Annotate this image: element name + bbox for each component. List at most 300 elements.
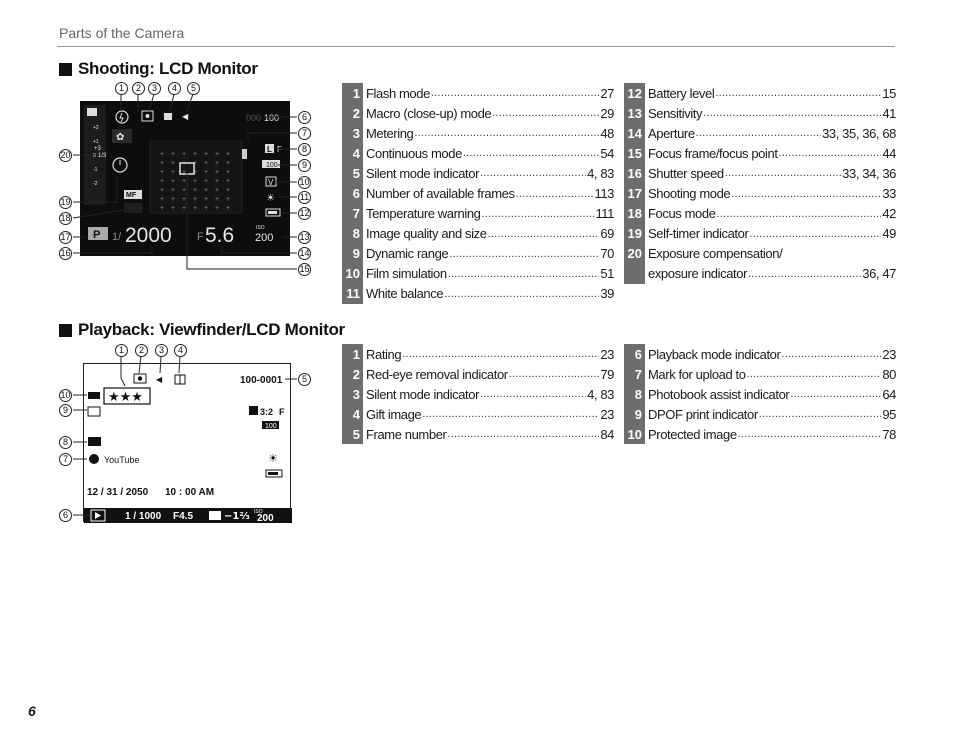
reference-row: [342, 183, 614, 203]
reference-label: Macro (close-up) mode: [366, 105, 492, 121]
reference-number: 2: [342, 364, 363, 384]
reference-description: [645, 224, 896, 244]
ev-scale-mark-1: +1: [93, 139, 99, 145]
reference-number: 5: [342, 163, 363, 183]
playback-callout-1: 1: [115, 344, 128, 357]
dot-leader: [717, 204, 882, 224]
playback-callout-4: 4: [174, 344, 187, 357]
reference-label: Silent mode indicator: [366, 165, 479, 181]
reference-label: Number of available frames: [366, 186, 515, 202]
reference-number: 12: [624, 83, 645, 103]
focus-point: +: [182, 196, 187, 203]
ev-icon: [209, 511, 221, 520]
reference-number: 5: [342, 424, 363, 444]
focus-point: +: [193, 187, 198, 194]
dot-leader: [492, 103, 599, 123]
dot-leader: [488, 224, 600, 244]
reference-row: [342, 204, 614, 224]
reference-description: [645, 244, 896, 264]
reference-label: Self-timer indicator: [648, 226, 749, 242]
dot-leader: [731, 183, 881, 203]
reference-page: 84: [600, 426, 614, 442]
shooting-callout-3: 3: [148, 82, 161, 95]
reference-description: [645, 264, 896, 284]
focus-point: +: [182, 187, 187, 194]
reference-description: [645, 183, 896, 203]
image-size-icon: [249, 406, 258, 415]
reference-row: [342, 123, 614, 143]
reference-page: 33, 35, 36, 68: [822, 125, 896, 141]
ev-scale-mark-3: -1: [93, 167, 98, 173]
reference-page: 95: [882, 406, 896, 422]
focus-point: +: [171, 169, 176, 176]
ev-top-value: +3: [94, 146, 101, 152]
reference-row: [342, 224, 614, 244]
shooting-callout-12: 12: [299, 208, 310, 218]
dot-leader: [749, 224, 881, 244]
focus-point: +: [160, 178, 165, 185]
focus-point: +: [193, 196, 198, 203]
reference-page: 51: [600, 266, 614, 282]
playback-callout-3: 3: [155, 344, 168, 357]
reference-label: Metering: [366, 125, 414, 141]
reference-label: Mark for upload to: [648, 366, 746, 382]
reference-row: [624, 83, 896, 103]
reference-row: [342, 143, 614, 163]
reference-description: [363, 183, 614, 203]
reference-number: 2: [342, 103, 363, 123]
shooting-callout-1: 1: [115, 82, 128, 95]
ev-scale-mark-4: -2: [93, 181, 98, 187]
reference-label: Continuous mode: [366, 145, 462, 161]
shooting-lcd-graphic: [80, 101, 290, 256]
reference-row: [342, 344, 614, 364]
reference-number: 13: [624, 103, 645, 123]
focus-point: +: [215, 196, 220, 203]
reference-page: 113: [594, 186, 614, 202]
reference-row: [342, 103, 614, 123]
page-number: 6: [28, 703, 36, 719]
header-divider: [57, 46, 895, 47]
reference-page: 49: [882, 226, 896, 242]
reference-label: Shutter speed: [648, 165, 724, 181]
reference-description: [363, 123, 614, 143]
frame-count: 100: [264, 113, 280, 123]
shutter-speed-value: 2000: [125, 224, 172, 247]
ev-scale-mark-0: +2: [93, 125, 99, 131]
dot-leader: [447, 424, 599, 444]
reference-label: exposure indicator: [648, 266, 748, 282]
reference-row: [624, 163, 896, 183]
dot-leader: [422, 404, 599, 424]
image-size-text: 3:2: [260, 407, 274, 417]
reference-number: 10: [624, 424, 645, 444]
reference-label: DPOF print indicator: [648, 406, 758, 422]
reference-page: 33: [882, 186, 896, 202]
focus-point: +: [193, 151, 198, 158]
focus-point: +: [193, 178, 198, 185]
shooting-section-title: [59, 59, 258, 79]
reference-number: 10: [342, 264, 363, 284]
reference-page: 27: [600, 85, 614, 101]
shooting-mode-text: P: [93, 229, 101, 241]
playback-iso-label: ISO: [254, 509, 263, 515]
frame-count-dim: 000: [246, 113, 262, 123]
reference-description: [645, 163, 896, 183]
playback-reference-left: [342, 344, 614, 444]
date-text: 12 / 31 / 2050: [87, 487, 149, 498]
shooting-title-text: Shooting: LCD Monitor: [78, 59, 258, 78]
reference-number: 1: [342, 83, 363, 103]
reference-page: 44: [882, 145, 896, 161]
reference-row: [624, 143, 896, 163]
reference-row: [342, 384, 614, 404]
reference-page: 48: [600, 125, 614, 141]
protected-image-icon: [88, 392, 100, 399]
reference-row: [624, 224, 896, 244]
reference-description: [363, 264, 614, 284]
focus-point: +: [215, 169, 220, 176]
image-size-text: L: [267, 145, 272, 154]
shooting-callout-8: 8: [298, 143, 311, 156]
reference-number: 6: [624, 344, 645, 364]
reference-number: [624, 264, 645, 284]
playback-callout-10: 10: [60, 390, 71, 400]
reference-number: 17: [624, 183, 645, 203]
focus-point: +: [204, 160, 209, 167]
reference-row: [342, 404, 614, 424]
playback-callout-8: 8: [59, 436, 72, 449]
section-bullet-icon: [59, 63, 72, 76]
reference-number: 7: [624, 364, 645, 384]
playback-title-text: Playback: Viewfinder/LCD Monitor: [78, 320, 345, 339]
focus-point: +: [171, 196, 176, 203]
reference-description: [363, 143, 614, 163]
upload-globe-icon: [89, 454, 99, 464]
focus-point: +: [226, 187, 231, 194]
shooting-callout-2: 2: [132, 82, 145, 95]
white-balance-icon: ☀: [268, 452, 278, 465]
reference-label: Temperature warning: [366, 206, 481, 222]
reference-description: [363, 204, 614, 224]
time-text: 10 : 00 AM: [165, 487, 215, 498]
reference-description: [645, 344, 896, 364]
playback-aperture: F4.5: [173, 511, 194, 522]
reference-description: [645, 123, 896, 143]
dot-leader: [759, 404, 882, 424]
focus-point: +: [226, 169, 231, 176]
reference-number: 16: [624, 163, 645, 183]
playback-reference-right: [624, 344, 896, 444]
temperature-warning-icon: [242, 149, 247, 159]
reference-description: [645, 103, 896, 123]
dot-leader: [747, 364, 882, 384]
aperture-prefix: F: [197, 231, 204, 243]
dot-leader: [748, 264, 861, 284]
focus-mode-text: MF: [126, 192, 137, 199]
reference-label: Film simulation: [366, 266, 447, 282]
reference-description: [363, 364, 614, 384]
section-bullet-icon: [59, 324, 72, 337]
shooting-callout-15: 15: [299, 264, 310, 274]
focus-point: +: [193, 160, 198, 167]
reference-number: 18: [624, 204, 645, 224]
dot-leader: [725, 163, 841, 183]
reference-row: [624, 364, 896, 384]
playback-section-title: [59, 320, 345, 340]
reference-description: [363, 163, 614, 183]
reference-number: 11: [342, 284, 363, 304]
dot-leader: [402, 344, 599, 364]
focus-point: +: [226, 160, 231, 167]
reference-description: [363, 384, 614, 404]
reference-number: 3: [342, 384, 363, 404]
reference-label: Exposure compensation/: [648, 246, 783, 262]
dynamic-range-text: 100: [266, 162, 278, 169]
dot-leader: [444, 284, 599, 304]
reference-page: 36, 47: [862, 266, 896, 282]
playback-callout-6: 6: [59, 509, 72, 522]
reference-page: 33, 34, 36: [842, 165, 896, 181]
focus-point: +: [160, 205, 165, 212]
reference-description: [645, 424, 896, 444]
focus-point: +: [160, 169, 165, 176]
dot-leader: [482, 204, 595, 224]
focus-point: +: [182, 160, 187, 167]
reference-description: [645, 404, 896, 424]
shooting-callout-11: 11: [299, 192, 310, 202]
reference-number: 7: [342, 204, 363, 224]
focus-point: +: [193, 205, 198, 212]
focus-point: +: [171, 160, 176, 167]
reference-number: 8: [624, 384, 645, 404]
reference-label: Frame number: [366, 426, 447, 442]
focus-point: +: [171, 151, 176, 158]
playback-shutter: 1 / 1000: [125, 511, 162, 522]
reference-label: Dynamic range: [366, 246, 449, 262]
focus-point: +: [160, 187, 165, 194]
reference-number: 15: [624, 143, 645, 163]
dot-leader: [516, 183, 594, 203]
shooting-lcd-display: [80, 101, 290, 256]
reference-description: [363, 244, 614, 264]
shooting-callout-16: 16: [60, 248, 71, 258]
dot-leader: [448, 264, 600, 284]
flash-bolt-icon: [120, 113, 123, 122]
reference-page: 4, 83: [587, 165, 614, 181]
dot-leader: [449, 244, 599, 264]
reference-description: [645, 384, 896, 404]
reference-row: [624, 244, 896, 264]
focus-point: +: [182, 169, 187, 176]
shooting-callout-4: 4: [168, 82, 181, 95]
reference-label: Image quality and size: [366, 226, 487, 242]
shooting-callout-7: 7: [298, 127, 311, 140]
reference-label: Battery level: [648, 85, 715, 101]
reference-description: [363, 284, 614, 304]
dynamic-range-text: 100: [265, 423, 277, 430]
reference-label: White balance: [366, 286, 444, 302]
rating-stars: ★★★: [108, 390, 143, 405]
shutter-prefix: 1/: [112, 231, 122, 243]
focus-point: +: [182, 178, 187, 185]
shooting-callout-19: 19: [60, 197, 71, 207]
reference-label: Photobook assist indicator: [648, 386, 790, 402]
focus-scale: [124, 203, 142, 213]
reference-page: 54: [600, 145, 614, 161]
focus-point: +: [226, 196, 231, 203]
dot-leader: [781, 344, 881, 364]
aperture-value: 5.6: [205, 224, 235, 247]
film-simulation-text: V: [268, 178, 274, 187]
playback-display: [83, 363, 291, 522]
playback-callout-2: 2: [135, 344, 148, 357]
image-icon: [87, 108, 97, 116]
shooting-callout-6: 6: [298, 111, 311, 124]
section-header-label: Parts of the Camera: [59, 25, 185, 41]
reference-page: 23: [600, 406, 614, 422]
reference-description: [645, 364, 896, 384]
dot-leader: [414, 123, 599, 143]
dot-leader: [431, 83, 599, 103]
reference-page: 78: [882, 426, 896, 442]
reference-page: 29: [600, 105, 614, 121]
reference-description: [645, 204, 896, 224]
dot-leader: [738, 424, 882, 444]
reference-row: [342, 284, 614, 304]
reference-row: [624, 183, 896, 203]
reference-number: 9: [624, 404, 645, 424]
focus-point: +: [204, 205, 209, 212]
focus-point: +: [171, 187, 176, 194]
focus-point: +: [215, 160, 220, 167]
reference-page: 42: [882, 206, 896, 222]
white-balance-icon: ☀: [266, 193, 275, 204]
dpof-print-icon: [88, 407, 100, 416]
ev-scale-mark-2: 0: [93, 153, 96, 159]
focus-point: +: [226, 151, 231, 158]
photobook-icon: [88, 437, 101, 446]
reference-page: 39: [600, 286, 614, 302]
reference-page: 23: [882, 346, 896, 362]
focus-point: +: [182, 151, 187, 158]
iso-value: 200: [255, 232, 274, 244]
focus-point: +: [171, 205, 176, 212]
reference-description: [363, 344, 614, 364]
reference-description: [645, 83, 896, 103]
reference-label: Shooting mode: [648, 186, 731, 202]
reference-page: 80: [882, 366, 896, 382]
shooting-callout-9: 9: [298, 159, 311, 172]
reference-label: Protected image: [648, 426, 737, 442]
reference-page: 69: [600, 226, 614, 242]
reference-row: [342, 364, 614, 384]
reference-label: Silent mode indicator: [366, 386, 479, 402]
focus-point: +: [215, 151, 220, 158]
dot-leader: [715, 83, 881, 103]
playback-display-graphic: [84, 364, 292, 523]
reference-number: 1: [342, 344, 363, 364]
dot-leader: [480, 384, 586, 404]
reference-number: 19: [624, 224, 645, 244]
reference-number: 14: [624, 123, 645, 143]
reference-label: Gift image: [366, 406, 422, 422]
reference-number: 6: [342, 183, 363, 203]
reference-label: Rating: [366, 346, 402, 362]
reference-number: 8: [342, 224, 363, 244]
shooting-callout-14: 14: [299, 248, 310, 258]
focus-point: +: [204, 196, 209, 203]
shooting-reference-left: [342, 83, 614, 304]
reference-row: [624, 344, 896, 364]
silent-mode-icon: ◀: [156, 375, 163, 384]
reference-page: 23: [600, 346, 614, 362]
reference-row: [624, 264, 896, 284]
shooting-callout-5: 5: [187, 82, 200, 95]
reference-label: Flash mode: [366, 85, 430, 101]
reference-label: Aperture: [648, 125, 695, 141]
playback-callout-9: 9: [59, 404, 72, 417]
reference-label: Red-eye removal indicator: [366, 366, 508, 382]
focus-point: +: [160, 151, 165, 158]
svg-text:✿: ✿: [116, 132, 125, 143]
reference-label: Focus mode: [648, 206, 716, 222]
frame-number: 100-0001: [240, 375, 283, 386]
focus-point: +: [204, 151, 209, 158]
dot-leader: [696, 123, 821, 143]
focus-point: +: [160, 160, 165, 167]
focus-point: +: [193, 169, 198, 176]
reference-description: [363, 224, 614, 244]
reference-row: [342, 424, 614, 444]
reference-label: Sensitivity: [648, 105, 703, 121]
shooting-callout-20: 20: [60, 150, 71, 160]
reference-number: 9: [342, 244, 363, 264]
reference-number: 20: [624, 244, 645, 264]
focus-point: +: [204, 169, 209, 176]
playback-callout-5: 5: [298, 373, 311, 386]
focus-point: +: [226, 205, 231, 212]
playback-iso: 200: [257, 513, 274, 523]
image-quality-f: F: [277, 145, 282, 154]
shooting-callout-13: 13: [299, 232, 310, 242]
shooting-callout-17: 17: [60, 232, 71, 242]
reference-row: [624, 103, 896, 123]
reference-label: Focus frame/focus point: [648, 145, 778, 161]
focus-point: +: [204, 187, 209, 194]
image-quality-text: F: [279, 407, 285, 417]
reference-row: [342, 83, 614, 103]
playback-ev: −1⅔: [224, 511, 250, 522]
focus-point: +: [160, 196, 165, 203]
reference-page: 64: [882, 386, 896, 402]
reference-page: 111: [595, 206, 614, 222]
reference-description: [363, 424, 614, 444]
reference-page: 41: [882, 105, 896, 121]
focus-point: +: [226, 178, 231, 185]
reference-page: 70: [600, 246, 614, 262]
reference-row: [624, 384, 896, 404]
upload-target-label: YouTube: [104, 455, 140, 465]
iso-label: ISO: [256, 225, 265, 231]
continuous-mode-icon: [164, 113, 172, 120]
reference-row: [342, 244, 614, 264]
reference-page: 79: [600, 366, 614, 382]
dot-leader: [703, 103, 881, 123]
reference-page: 15: [882, 85, 896, 101]
dot-leader: [463, 143, 599, 163]
shooting-reference-right: [624, 83, 896, 284]
